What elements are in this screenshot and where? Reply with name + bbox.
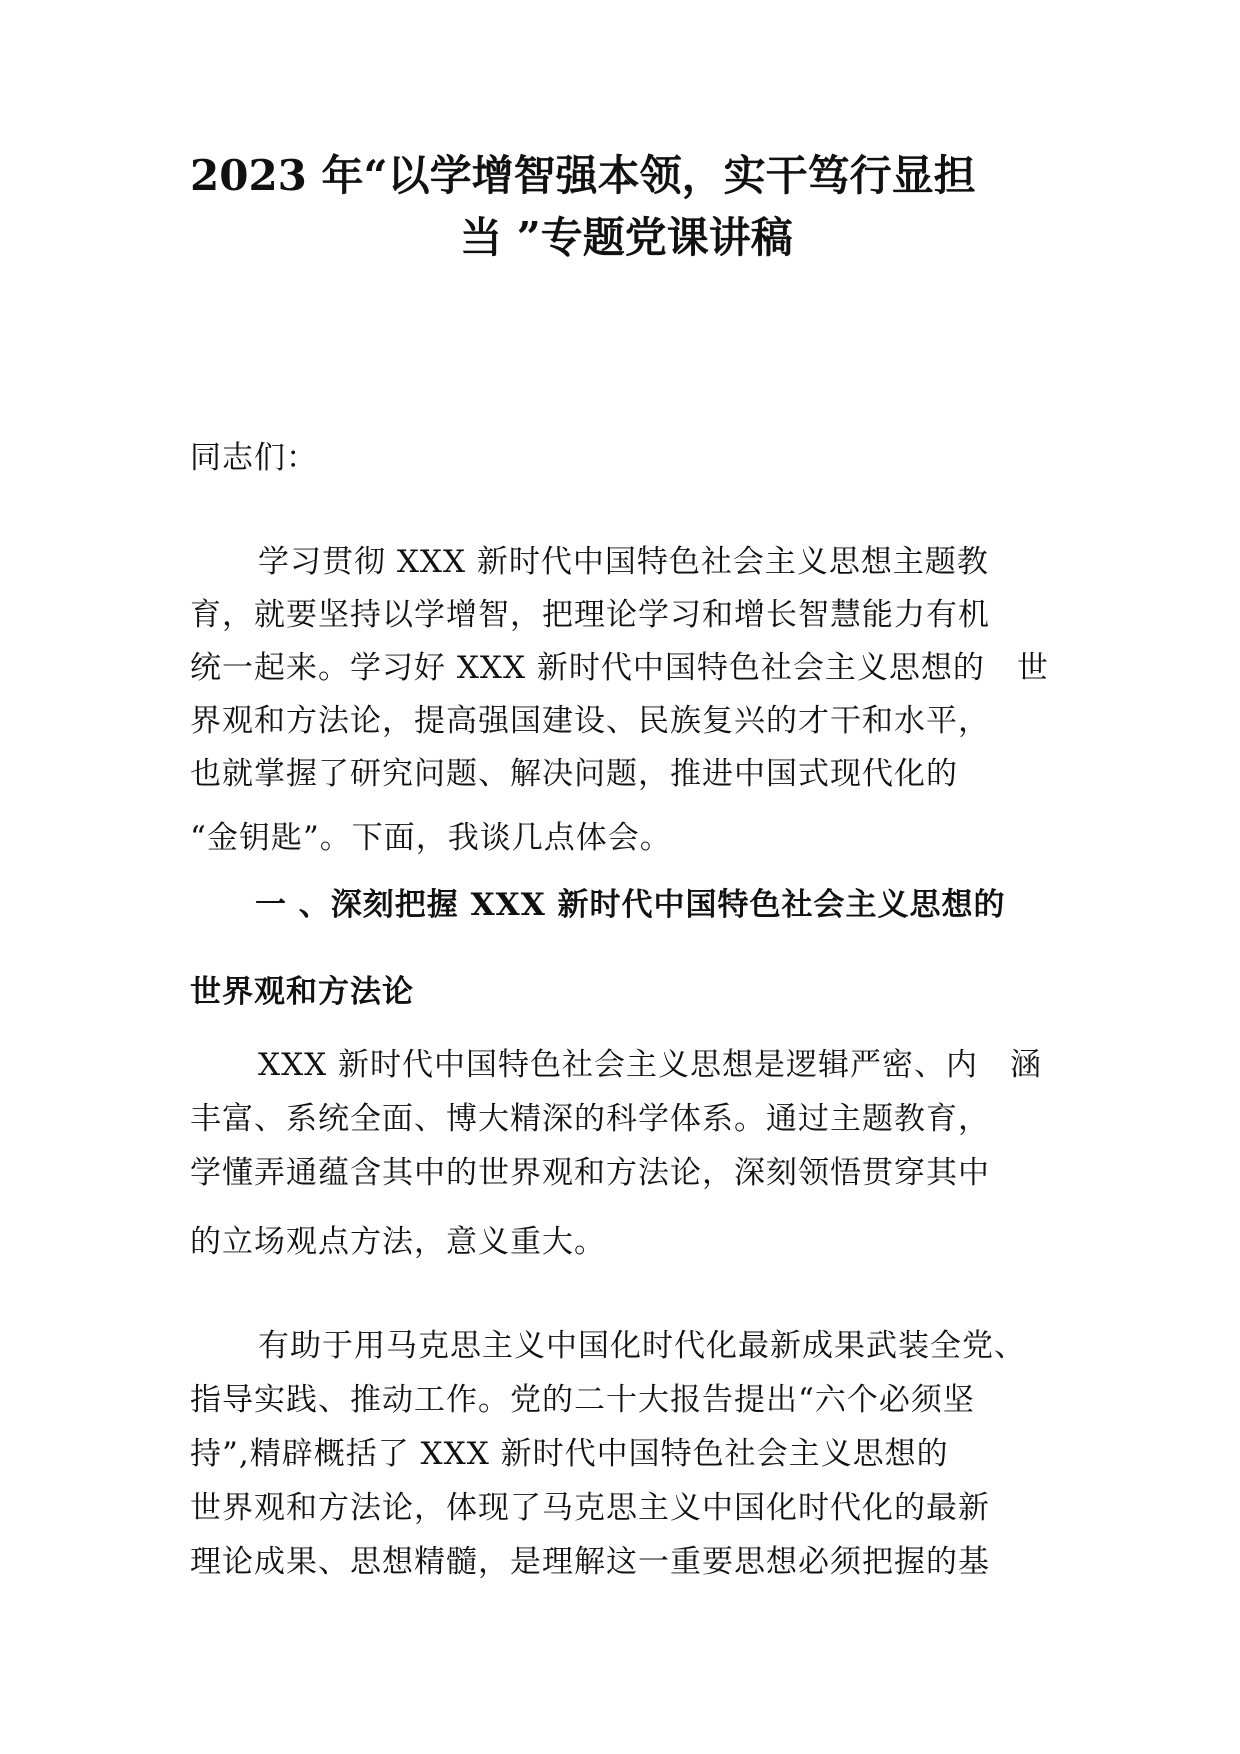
paragraph-line: XXX 新时代中国特色社会主义思想是逻辑严密、内 涵 bbox=[258, 1047, 1043, 1083]
section-heading-line: 一 、深刻把握 XXX 新时代中国特色社会主义思想的 bbox=[255, 887, 1006, 923]
paragraph-line: 统一起来。学习好 XXX 新时代中国特色社会主义思想的 世 bbox=[190, 650, 1049, 686]
paragraph-line: “金钥匙”。下面，我谈几点体会。 bbox=[190, 820, 672, 856]
salutation: 同志们： bbox=[190, 440, 318, 476]
paragraph-line: 界观和方法论，提高强国建设、民族复兴的才干和水平， bbox=[190, 703, 990, 739]
paragraph-line: 有助于用马克思主义中国化时代化最新成果武装全党、 bbox=[258, 1328, 1026, 1364]
paragraph-line: 育，就要坚持以学增智，把理论学习和增长智慧能力有机 bbox=[190, 597, 990, 633]
paragraph-line: 世界观和方法论，体现了马克思主义中国化时代化的最新 bbox=[190, 1490, 990, 1526]
paragraph-line: 也就掌握了研究问题、解决问题，推进中国式现代化的 bbox=[190, 756, 958, 792]
paragraph-line: 持”,精辟概括了 XXX 新时代中国特色社会主义思想的 bbox=[190, 1436, 949, 1472]
paragraph-line: 学懂弄通蕴含其中的世界观和方法论，深刻领悟贯穿其中 bbox=[190, 1155, 990, 1191]
paragraph-line: 指导实践、推动工作。党的二十大报告提出“六个必须坚 bbox=[190, 1382, 975, 1418]
paragraph-line: 理论成果、思想精髓，是理解这一重要思想必须把握的基 bbox=[190, 1544, 990, 1580]
section-heading-line: 世界观和方法论 bbox=[190, 974, 414, 1010]
paragraph-line: 学习贯彻 XXX 新时代中国特色社会主义思想主题教 bbox=[258, 544, 989, 580]
document-title-line-1: 2023 年“以学增智强本领，实干笃行显担 bbox=[190, 151, 976, 200]
paragraph-line: 的立场观点方法，意义重大。 bbox=[190, 1224, 606, 1260]
document-title-line-2: 当 ”专题党课讲稿 bbox=[460, 213, 793, 262]
paragraph-line: 丰富、系统全面、博大精深的科学体系。通过主题教育， bbox=[190, 1101, 990, 1137]
